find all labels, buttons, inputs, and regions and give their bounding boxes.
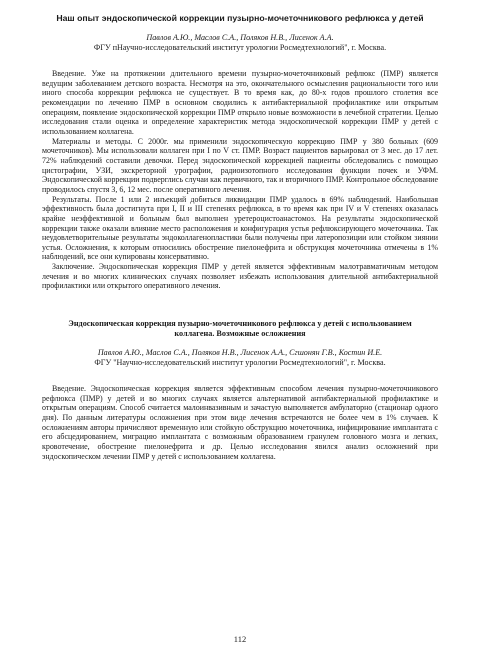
article-2-title: Эндоскопическая коррекция пузырно-мочеточникового рефлюкса у детей с использованием коллагена. Возможные осложнения [68,319,412,339]
article-1-authors: Павлов А.Ю., Маслов С.А., Поляков Н.В., Лисенок А.А. [146,33,334,42]
article-1-affiliation: ФГУ пНаучно-исследовательский институт урологии Росмедтехнологий", г. Москва. [93,43,387,52]
page-number: 112 [233,634,247,644]
article-2 [42,319,438,461]
article-2-affiliation: ФГУ "Научно-исследовательский институт урологии Росмедтехнологий", г. Москва. [94,358,386,368]
article-1-title: Наш опыт эндоскопической коррекции пузырно-мочеточникового рефлюкса у детей [56,13,424,23]
article-2-authors: Павлов А.Ю., Маслов С.А., Поляков Н.В., Лисенок А.А., Сгшонян Г.В., Костин И.Е. [97,348,383,358]
article-1-introduction: Введение. Уже на протяжении длительного времени пузырно-мочеточниковый рефлюкс (ПМР) является ведущим заболеванием детского возраста. Несмотря на это, окончательного осмысления рациональности того или иного способа коррекции рефлюкса не существует. В то время как, до 80-х годов прошлого столетия все рекомендации по лечению ПМР в основном сводились к антибактериальной профилактике или открытым операциям, появление эндоскопической коррекции ПМР открыло новые возможности в лечебной стратегии. Целью исследования стали оценка и определение характеристик метода эндоскопической коррекции ПМР у детей с использованием коллагена. [42,69,438,136]
article-1 [42,12,438,291]
article-1-methods: Материалы и методы. С 2000г. мы применили эндоскопическую коррекцию ПМР у 380 больных (609 мочеточников). Мы использовали коллаген при I по V ст. ПМР. Возраст пациентов варьировал от 3 мес. до 17 лет. 72% наблюдений составили девочки. Перед эндоскопической коррекцией пациенты обследовались с помощью цистографии, УЗИ, экскреторной урографии, радиоизотопного исследования функции почек и УФМ. Эндоскопической коррекции подверглись случаи как первичного, так и вторичного ПМР. Контрольное обследование проводилось спустя 3, 6, 12 мес. после оперативного лечения. [42,136,438,194]
article-1-results: Результаты. После 1 или 2 инъекций добиться ликвидации ПМР удалось в 69% наблюдений. Наибольшая эффективность была достигнута при I, II и III степенях рефлюкса, в то время как при IV и V степенях оказалась крайне неэффективной и больным был выполнен уретероцистоанастомоз. На результаты эндоскопической коррекции также оказали влияние место расположения и конфигурация устья рефлюксирующего мочеточника. Так неудовлетворительные результаты эндоколлагенопластики были получены при латеропозиции или стойком зиянии устья. Осложнения, к которым относились обострение пиелонефрита и обструкция мочеточника отмечены в 1% наблюдений, все они купированы консервативно. [42,194,438,262]
article-1-conclusion: Заключение. Эндоскопическая коррекция ПМР у детей является эффективным малотравматичным методом лечения и во многих клинических случаях позволяет избежать использования длительной антибактериальной профилактики или открытого оперативного лечения. [42,262,438,291]
article-2-introduction: Введение. Эндоскопическая коррекция является эффективным способом лечения пузырно-мочеточникового рефлюкса (ПМР) у детей и во многих случаях является альтернативой антибактериальной профилактике и открытым операциям. Способ считается малоинвазивным и зачастую выполняется амбулаторно (стационар одного дня). По данным литературы осложнения при этом виде лечения встречаются не более чем в 1% случаев. К осложнениям авторы причисляют временную или стойкую обструкцию мочеточника, инфицирование имплантата с его абсцедированием, миграцию имплантата с возможным образованием гранулем головного мозга и легких, кровотечение, обострение пиелонефрита и др. Целью исследования явился анализ осложнений при эндоскопическом лечении ПМР у детей с использованием коллагена. [42,384,438,461]
